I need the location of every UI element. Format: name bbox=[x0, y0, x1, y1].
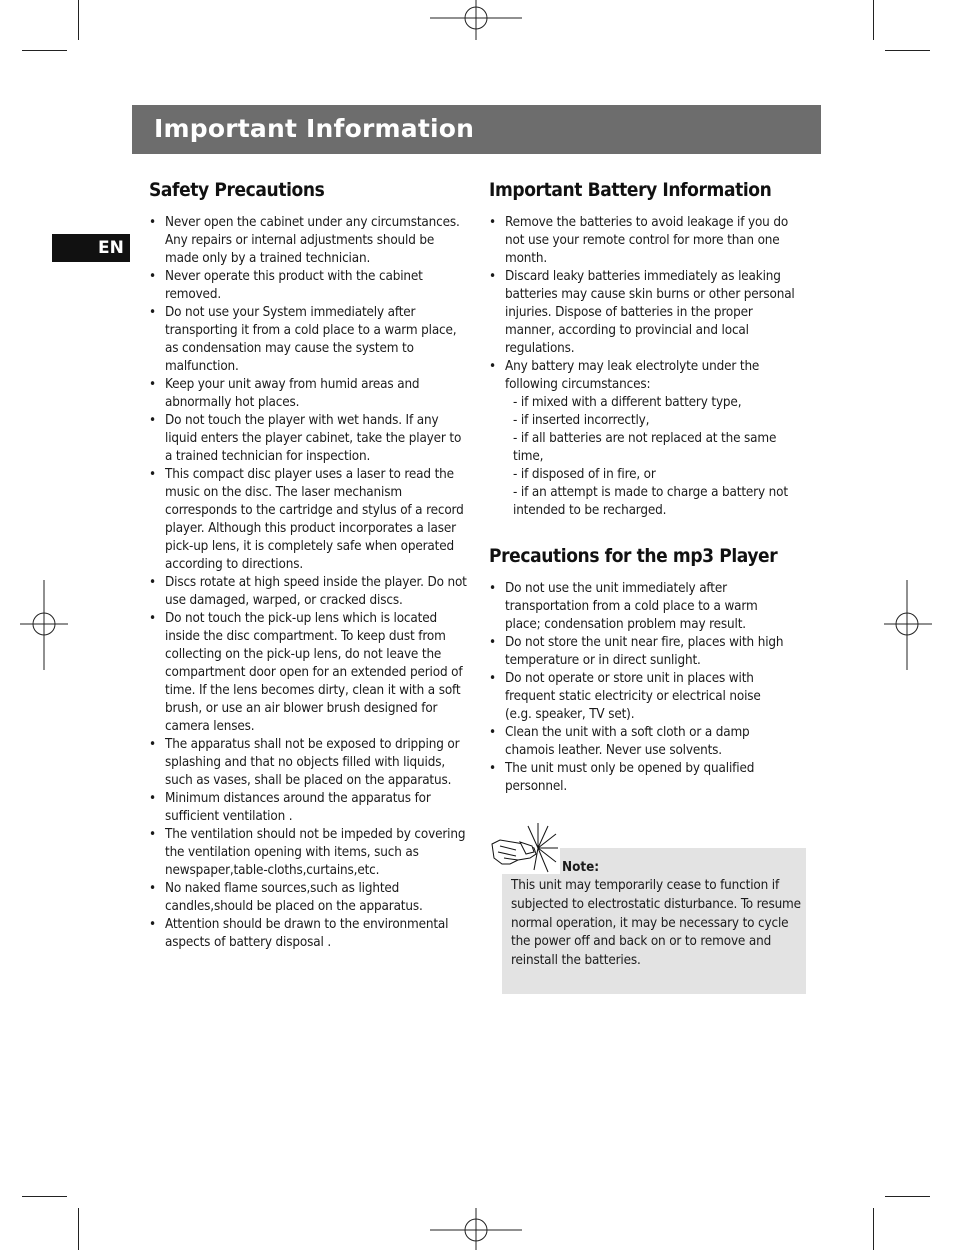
list-item: • Do not store the unit near fire, places with high temperature or in direct sunlight. bbox=[489, 634, 789, 670]
list-item: • Any battery may leak electrolyte under the following circumstances: bbox=[489, 358, 805, 394]
crop-mark bbox=[873, 1208, 874, 1250]
crop-mark bbox=[885, 50, 930, 51]
list-item: • The unit must only be opened by qualified personnel. bbox=[489, 760, 789, 796]
language-tab: EN bbox=[52, 234, 130, 262]
list-item: • Never open the cabinet under any circumstances. Any repairs or internal adjustments should be made only by a trained technician. bbox=[149, 214, 467, 268]
crop-mark bbox=[22, 50, 67, 51]
title-banner bbox=[132, 105, 821, 154]
sub-list-item: - if inserted incorrectly, bbox=[513, 413, 650, 428]
list-item: • Do not touch the player with wet hands. If any liquid enters the player cabinet, take the player to a trained technician for inspection. bbox=[149, 412, 467, 466]
sub-list-item: - if an attempt is made to charge a battery not intended to be recharged. bbox=[513, 485, 788, 518]
crop-mark bbox=[78, 0, 79, 40]
sub-list-item: - if all batteries are not replaced at the same time, bbox=[513, 431, 777, 464]
list-item: • Do not use the unit immediately after transportation from a cold place to a warm place; condensation problem may result. bbox=[489, 580, 789, 634]
list-item: • Do not operate or store unit in places with frequent static electricity or electrical noise (e.g. speaker, TV set). bbox=[489, 670, 789, 724]
list-item: • The ventilation should not be impeded by covering the ventilation opening with items, such as newspaper,table-cloths,curtains,etc. bbox=[149, 826, 467, 880]
sub-list-item: - if disposed of in fire, or bbox=[513, 467, 656, 482]
mp3-section bbox=[489, 544, 789, 796]
note-label: Note: bbox=[562, 860, 600, 875]
list-item: • Do not use your System immediately after transporting it from a cold place to a warm place, as condensation may cause the system to malfunction. bbox=[149, 304, 467, 376]
mp3-heading: Precautions for the mp3 Player bbox=[489, 545, 778, 567]
list-item: • This compact disc player uses a laser to read the music on the disc. The laser mechanism corresponds to the cartridge and stylus of a record player. Although this product incorporates a laser pick-up lens, it is completely safe when operated according to directions. bbox=[149, 466, 467, 574]
registration-mark-top bbox=[430, 0, 522, 40]
list-item: • Clean the unit with a soft cloth or a damp chamois leather. Never use solvents. bbox=[489, 724, 789, 760]
list-item: • The apparatus shall not be exposed to dripping or splashing and that no objects filled with liquids, such as vases, shall be placed on the apparatus. bbox=[149, 736, 467, 790]
crop-mark bbox=[873, 0, 874, 40]
list-item: • Never operate this product with the cabinet removed. bbox=[149, 268, 467, 304]
list-item: • Remove the batteries to avoid leakage if you do not use your remote control for more than one month. bbox=[489, 214, 805, 268]
mp3-list bbox=[489, 580, 789, 796]
list-item: • Minimum distances around the apparatus for sufficient ventilation . bbox=[149, 790, 467, 826]
page-title: Important Information bbox=[154, 114, 475, 143]
list-item: • Discard leaky batteries immediately as leaking batteries may cause skin burns or other personal injuries. Dispose of batteries in the proper manner, according to provincial and local regulations. bbox=[489, 268, 805, 358]
sub-list-item: - if mixed with a different battery type, bbox=[513, 395, 742, 410]
crop-mark bbox=[22, 1196, 67, 1197]
registration-mark-left bbox=[20, 580, 68, 670]
list-item: • Discs rotate at high speed inside the player. Do not use damaged, warped, or cracked discs. bbox=[149, 574, 467, 610]
safety-section bbox=[149, 178, 467, 952]
note-hand-icon bbox=[490, 820, 560, 876]
crop-mark bbox=[885, 1196, 930, 1197]
battery-sub-list bbox=[505, 394, 805, 520]
list-item: • Do not touch the pick-up lens which is located inside the disc compartment. To keep dust from collecting on the pick-up lens, do not leave the compartment door open for an extended period of time. If the lens becomes dirty, clean it with a soft brush, or use an air blower brush designed for camera lenses. bbox=[149, 610, 467, 736]
battery-heading: Important Battery Information bbox=[489, 179, 772, 201]
list-item: • Attention should be drawn to the environmental aspects of battery disposal . bbox=[149, 916, 467, 952]
battery-list bbox=[489, 214, 805, 394]
safety-list bbox=[149, 214, 467, 952]
crop-mark bbox=[78, 1208, 79, 1250]
list-item: • No naked flame sources,such as lighted candles,should be placed on the apparatus. bbox=[149, 880, 467, 916]
list-item: • Keep your unit away from humid areas and abnormally hot places. bbox=[149, 376, 467, 412]
safety-heading: Safety Precautions bbox=[149, 179, 325, 201]
battery-section bbox=[489, 178, 805, 520]
registration-mark-bottom bbox=[430, 1208, 522, 1250]
note-text: This unit may temporarily cease to function if subjected to electrostatic disturbance. To resume normal operation, it may be necessary to cycle the power off and back on or to remove and reinstall the batteries. bbox=[511, 878, 801, 969]
registration-mark-right bbox=[884, 580, 932, 670]
